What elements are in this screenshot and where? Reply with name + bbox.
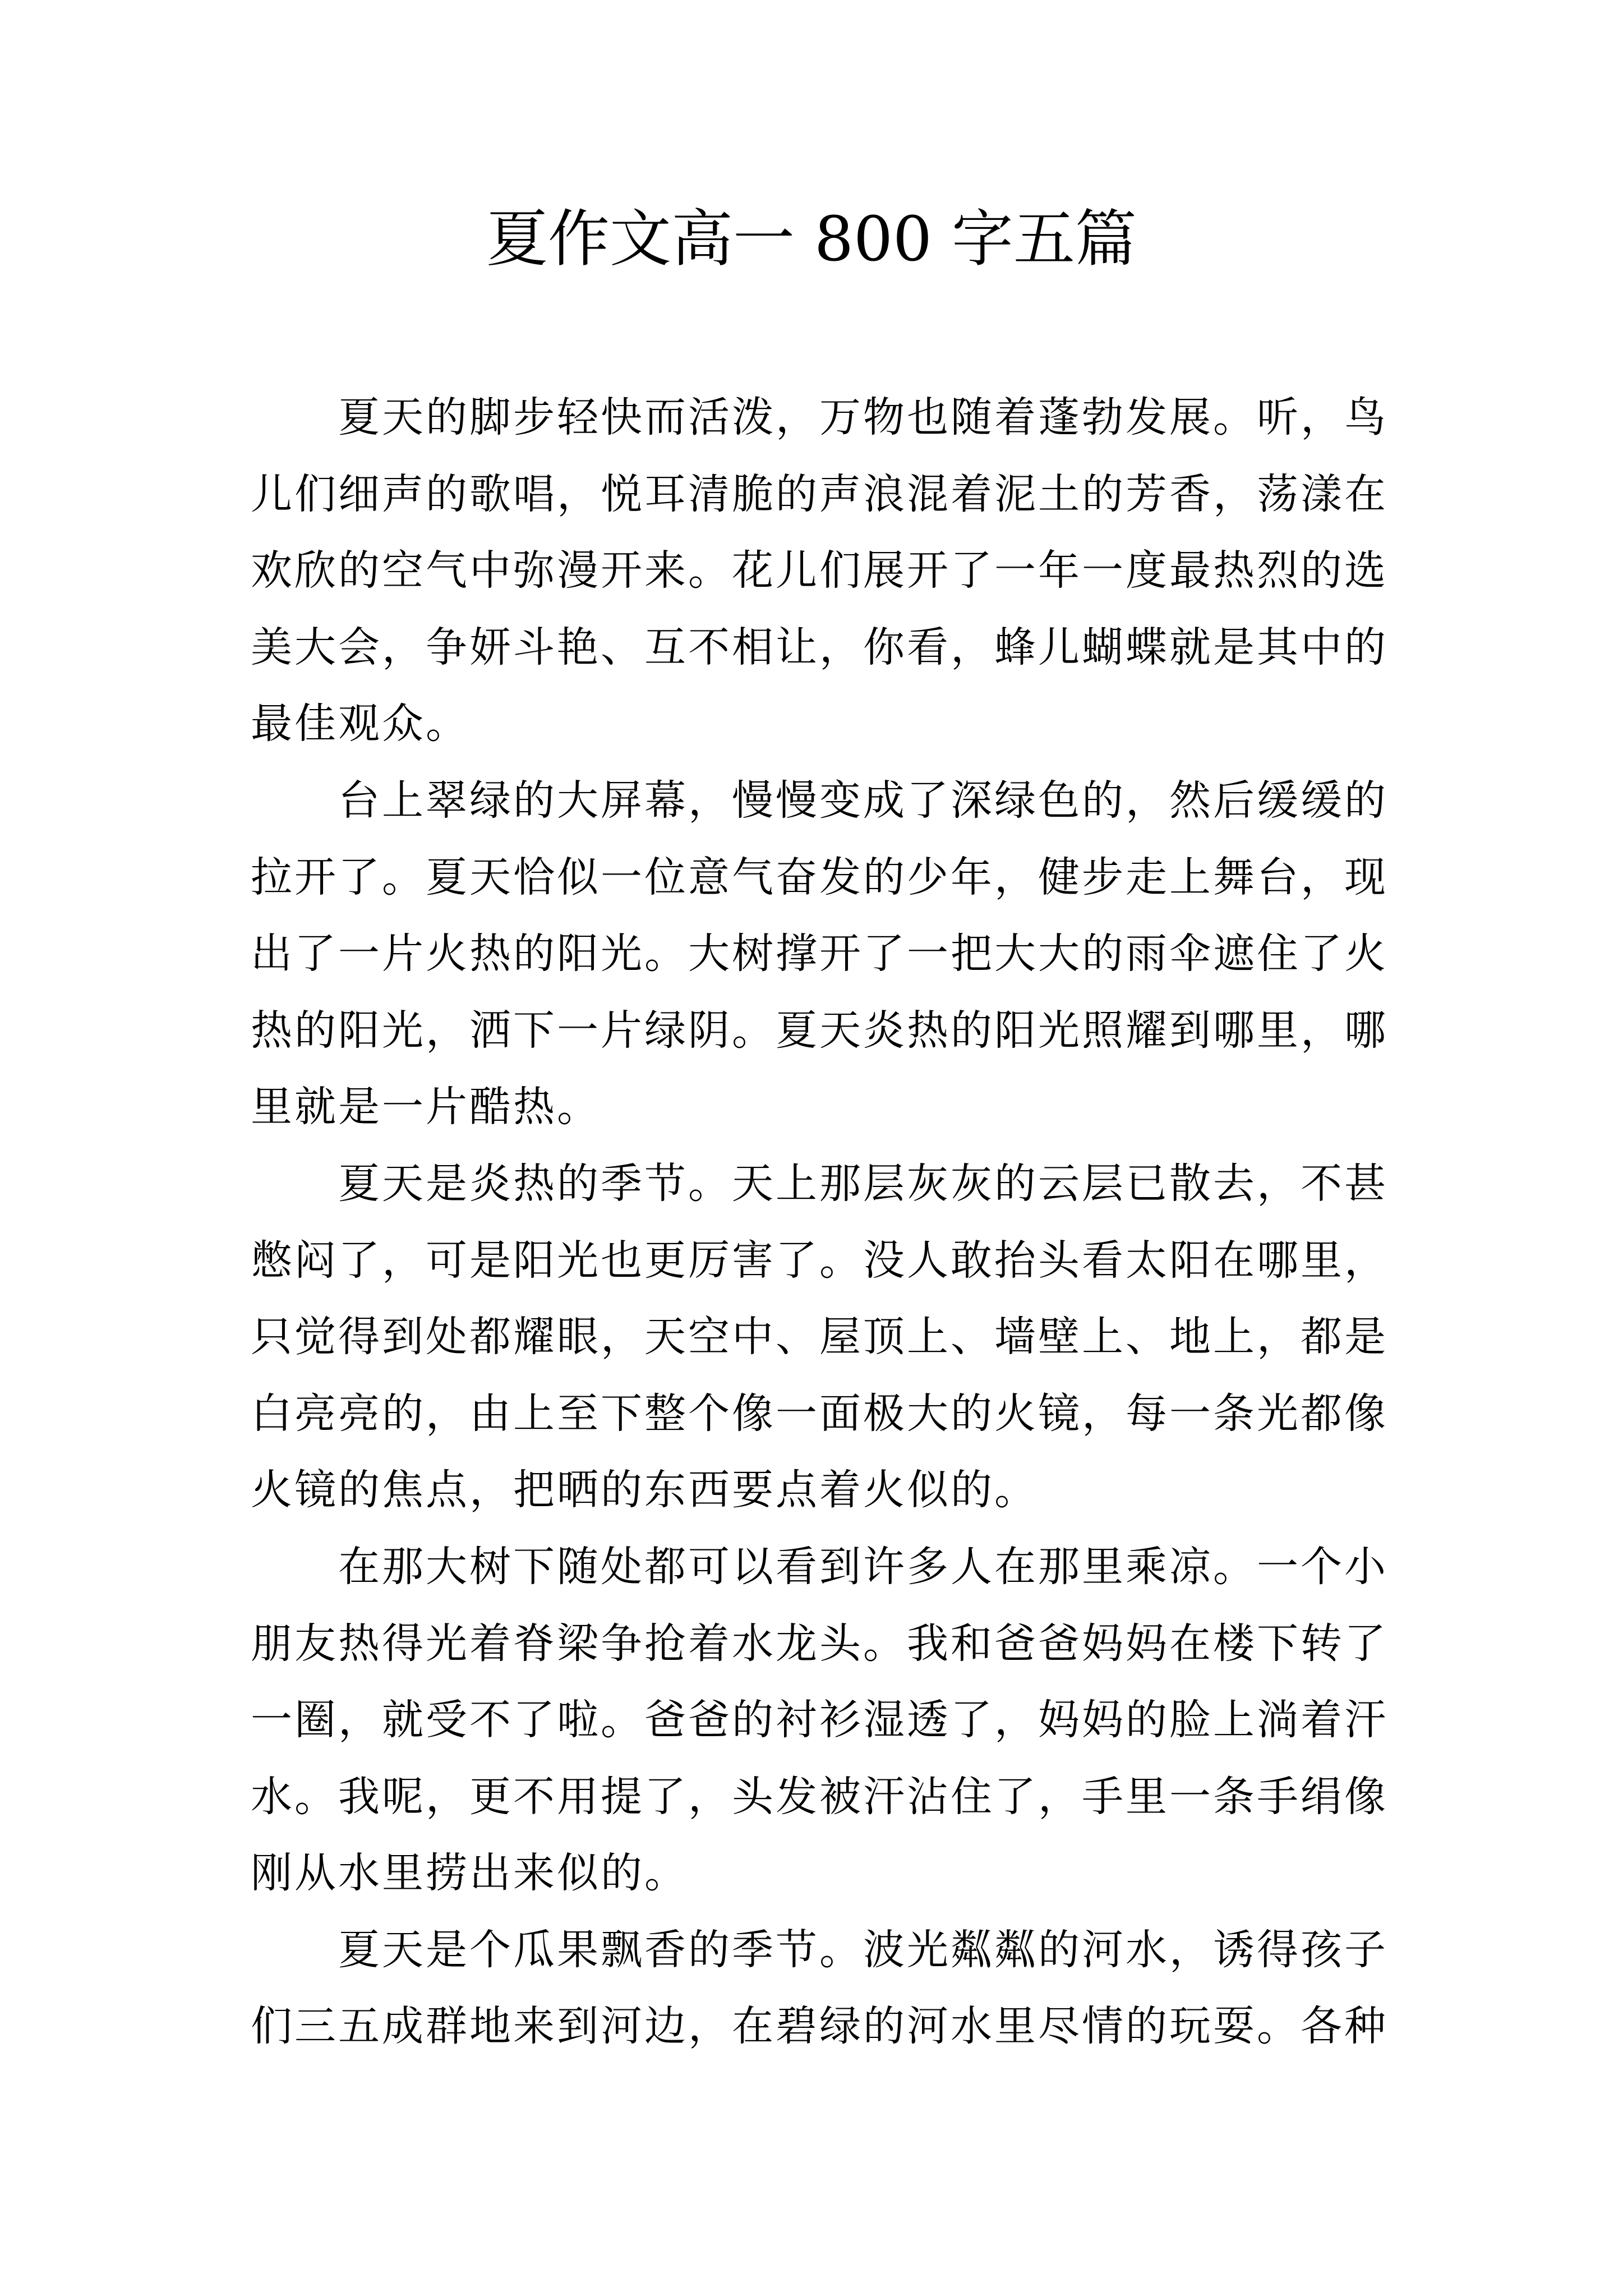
paragraph-line: 夏天的脚步轻快而活泼，万物也随着蓬勃发展。听，鸟 [338,393,1388,441]
paragraph-line: 拉开了。夏天恰似一位意气奋发的少年，健步走上舞台，现 [251,853,1388,901]
paragraph-line: 刚从水里捞出来似的。 [251,1849,688,1898]
paragraph-line: 出了一片火热的阳光。大树撑开了一把大大的雨伞遮住了火 [251,930,1388,978]
paragraph-line: 夏天是个瓜果飘香的季节。波光粼粼的河水，诱得孩子 [338,1925,1388,1974]
paragraph-line: 儿们细声的歌唱，悦耳清脆的声浪混着泥土的芳香，荡漾在 [251,470,1388,518]
paragraph-line: 朋友热得光着脊梁争抢着水龙头。我和爸爸妈妈在楼下转了 [251,1619,1388,1668]
paragraph-line: 台上翠绿的大屏幕，慢慢变成了深绿色的，然后缓缓的 [338,776,1388,825]
paragraph-line: 火镜的焦点，把晒的东西要点着火似的。 [251,1466,1038,1515]
paragraph [251,1529,1428,1912]
paragraph-line: 们三五成群地来到河边，在碧绿的河水里尽情的玩耍。各种 [251,2002,1388,2051]
paragraph [251,1145,1428,1529]
paragraph-line: 白亮亮的，由上至下整个像一面极大的火镜，每一条光都像 [251,1389,1388,1438]
document-body [251,379,1428,2065]
paragraph-line: 美大会，争妍斗艳、互不相让，你看，蜂儿蝴蝶就是其中的 [251,623,1388,671]
paragraph [251,1912,1428,2065]
paragraph-line: 最佳观众。 [251,700,469,748]
paragraph-line: 在那大树下随处都可以看到许多人在那里乘凉。一个小 [338,1542,1388,1591]
paragraph-line: 憋闷了，可是阳光也更厉害了。没人敢抬头看太阳在哪里， [251,1236,1388,1285]
paragraph-line: 热的阳光，洒下一片绿阴。夏天炎热的阳光照耀到哪里，哪 [251,1006,1388,1055]
paragraph-line: 欢欣的空气中弥漫开来。花儿们展开了一年一度最热烈的选 [251,546,1388,595]
document-title: 夏作文高一 800 字五篇 [486,203,1137,275]
paragraph [251,762,1428,1145]
paragraph-line: 水。我呢，更不用提了，头发被汗沾住了，手里一条手绢像 [251,1772,1388,1821]
paragraph-line: 夏天是炎热的季节。天上那层灰灰的云层已散去，不甚 [338,1159,1388,1208]
paragraph-line: 只觉得到处都耀眼，天空中、屋顶上、墙壁上、地上，都是 [251,1313,1388,1361]
paragraph [251,379,1428,762]
paragraph-line: 里就是一片酷热。 [251,1083,601,1131]
paragraph-line: 一圈，就受不了啦。爸爸的衬衫湿透了，妈妈的脸上淌着汗 [251,1696,1388,1745]
